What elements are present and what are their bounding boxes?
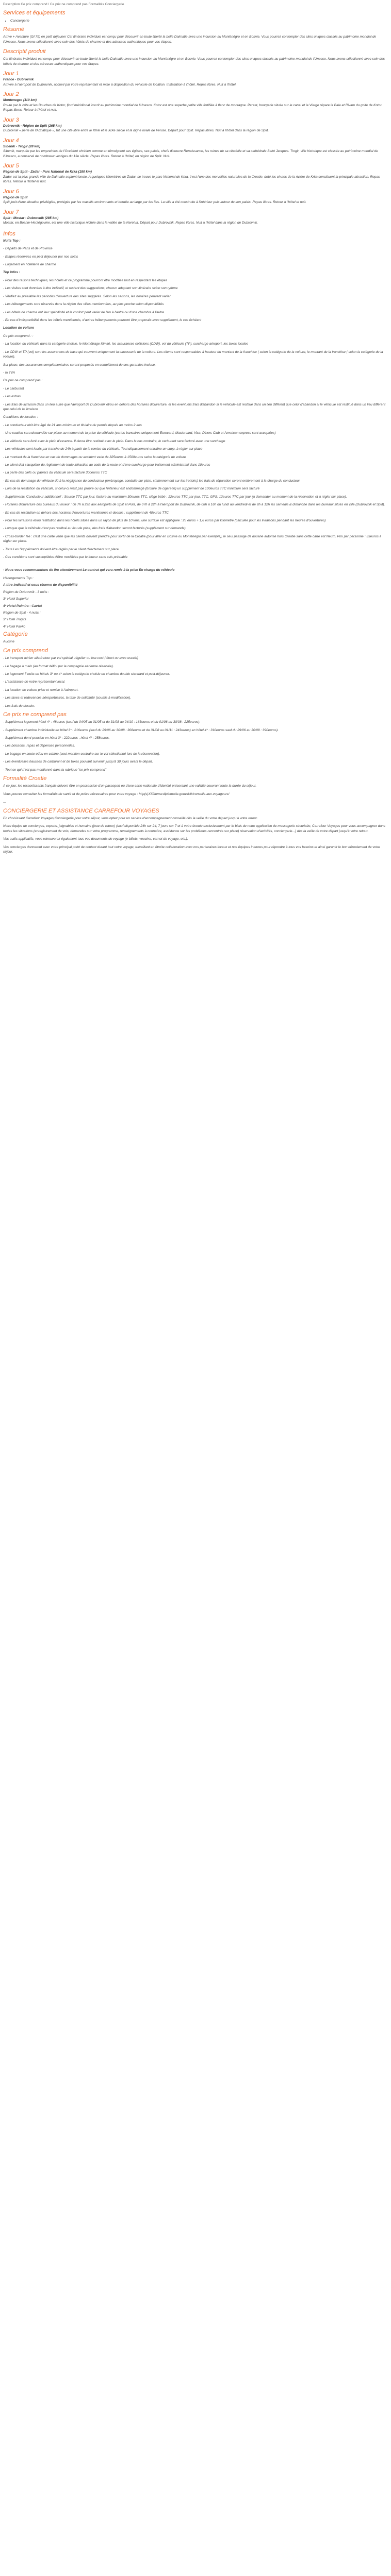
- breadcrumb[interactable]: Description Ce prix comprend / Ce prix ne comprend pas Formalités Conciergerie: [3, 3, 124, 6]
- info-line: - Tous Les Suppléments doivent être réglés par le client directement sur place.: [3, 547, 120, 551]
- exclude-line: - Supplément chambre individuelle en hôtel 3* : 216euros (sauf du 29/06 au 30/08 : 308euros et du 31/08 au 01/11 : 243euros) en hôtel 4* : 310euros sauf du 29/06 au 30/08 : 390euros).: [3, 728, 279, 732]
- formalite-line[interactable]: Vous pouvez consulter les formalités de santé et de police nécessaires pour votre voyage : http(s)XXXwww.diplomatie.gouv.fr/fr/conseils-aux-voyageurs/: [3, 792, 230, 796]
- day-title: Jour 4: [3, 137, 19, 144]
- include-line: - Le logement 7 nuits en hôtels 3* ou 4* selon la catégorie choisie en chambre double standard et petit-déjeuner.: [3, 672, 170, 676]
- day-title: Jour 6: [3, 188, 19, 195]
- categorie-title: Catégorie: [3, 631, 28, 638]
- info-line: - Suppléments 'Conducteur additionnel' : Source TTC par jour, facture au maximum 30euros TTC, siège bébé : 12euros TTC par jour, TTC, GPS: 12euros TTC par jour (à demander au moment de la réservation et à régler sur place).: [3, 495, 347, 499]
- info-line: - La perte des clefs ou papiers du véhicule sera facturé 300euros TTC: [3, 471, 107, 475]
- info-line: Ce prix ne comprend pas :: [3, 379, 43, 383]
- info-line: - Lorsque que le véhicule n'est pas restitué au lieu de prise, des frais d'abandon seront facturés (supplément sur demande): [3, 527, 186, 531]
- day-2: [3, 91, 388, 112]
- day-text: Dubrovnik « perle de l'Adriatique », fut une cité libre entre le XIVe et le XIXe siècle et la digne rivale de Venise. Départ pour Split. Repas libres. Nuit à l'hôtel dans la région de Split.: [3, 129, 269, 133]
- formalites-list: [3, 784, 388, 804]
- day-title: Jour 7: [3, 209, 19, 215]
- conciergerie-line: Vos concierges donneront avec votre principal point de contact durant tout votre voyage, travaillant en étroite collaboration avec nos partenaires locaux et nos équipes internes pour répondre à tous vos besoins et ainsi garantir le bon déroulement de votre séjour.: [3, 845, 380, 854]
- info-line: - Etapes réservées en petit déjeuner par nos soins: [3, 255, 78, 259]
- info-line: - Le véhicule sera livré avec le plein d'essence. Il devra être restitué avec le plein. Dans le cas contraire, le carburant sera facturé avec une surcharge: [3, 439, 225, 443]
- info-line: - la TVA: [3, 370, 15, 375]
- resume-title: Résumé: [3, 26, 24, 33]
- info-line: - Les visites sont données à titre indicatif, et restent des suggestions, chacun adaptant son itinéraire selon son rythme: [3, 286, 178, 291]
- services-title: Services et équipements: [3, 10, 66, 16]
- day-title: Jour 1: [3, 71, 19, 77]
- conciergerie-line: Notre équipe de concierges, experts, joignables et humains (joue de retour) (sauf disponible 24h sur 24, 7 jours sur 7 et à votre écoute exclusivement par le biais de notre application de messagerie sécurisée, Carrefour Voyages pour vous accompagner dans toutes les situations (enregistrement de vols, demandes sur votre programme, renseignements à connaître, assistance sur les problèmes rencontrés sur place) réservation d'activités, conciergerie...) dès la veille de votre départ jusqu'à votre retour.: [3, 824, 385, 833]
- day-subtitle: Région de Split: [3, 195, 28, 199]
- conciergerie-line: Vos outils applicatifs, vous retrouverez également tous vos documents de voyage (e-billets, voucher, carnet de voyage, etc.).: [3, 837, 188, 841]
- day-title: Jour 2: [3, 91, 19, 98]
- exclude-line: - Tout ce qui n'est pas mentionné dans la rubrique "ce prix comprend": [3, 768, 107, 772]
- info-line: - En cas d'indisponibilité dans les hôtels mentionnés, d'autres hébergements pourront être proposés avec supplément, le cas échéant: [3, 318, 202, 322]
- day-text: Zadar est la plus grande ville de Dalmatie septentrionale. A quelques kilomètres de Zadar, se trouve le parc National de Krka, il est l'une des merveilles naturelles de la Croatie, doté les chutes de la rivière de Krka constituent la principale attraction. Repas libres. Retour à l'hôtel et nuit.: [3, 175, 380, 184]
- day-text: Route par la côte et les Bouches de Kotor, fjord méridional inscrit au patrimoine mondial de l'Unesco. Kotor est une superbe petite ville fortifiée à flanc de montagne. Perast, bourgade située sur le canal et la Vierge répare la Baie et Rivam du golfe de Kotor. Repas libres. Retour à l'hôtel et nuit.: [3, 103, 383, 112]
- info-heading: Top infos :: [3, 270, 20, 275]
- info-line: - Les frais de livraison dans un lieu autre que l'aéroport de Dubrovnik et/ou en dehors des horaires d'ouverture, et les eventuels frais d'abandon si le véhicule est restitué dans un lieu différent que celui d'abandon si le véhicule est restitué dans un lieu différent que celui de la livraison: [3, 402, 385, 412]
- day-1: [3, 71, 388, 87]
- infos-content: [3, 246, 388, 629]
- detail-text: Cet itinéraire individuel est conçu pour découvrir en toute liberté la belle Dalmatie avec une incursion au Monténégro et en Bosnie. Vous pourrez contempler des sites uniques classés au patrimoine mondial de l'Unesco. Nous avons sélectionné avec soin des hôtels de charme et des adresses authentiques pour vos étapes.: [3, 57, 385, 66]
- info-heading: - Nous vous recommandons de lire attentivement Le contrat qui vera remis à la prise En charge du véhicule: [3, 568, 175, 572]
- include-line: - Les frais de dossier.: [3, 704, 35, 708]
- itinerary: [3, 71, 388, 225]
- includes-title: Ce prix comprend: [3, 647, 48, 654]
- info-line: Hébergements Top :: [3, 576, 34, 580]
- info-line: - Logement en hôtellerie de charme: [3, 263, 56, 267]
- resume-text: Arrive + Aventure (GI 79) en petit déjeuner Cet itinéraire individuel est conçu pour découvrir en toute liberté la belle Dalmatie avec une incursion au Monténégro et en Bosnie. Vous pourrez contempler des sites uniques classés au patrimoine mondial de l'Unesco. Nous avons sélectionné avec soin des hôtels de charme et des adresses authentiques pour vos étapes.: [3, 35, 377, 44]
- info-line: Sur place, des assurances complémentaires seront proposés en complément de ces garanties incluse.: [3, 363, 156, 367]
- info-line: - Cross-border fee : c'est une carte verte que les clients doivent prendre pour sortir de la Croatie (pour aller en Bosnie ou Monténégro par exemple), le seul passage de douane autorisé hors Croatie sans cette carte est Neum. Prix par personne : 33euros à régler sur place.: [3, 534, 382, 544]
- info-heading: 4* Hotel Palmira - Cavtat: [3, 604, 42, 608]
- info-line: 3* Hotel Superior: [3, 597, 29, 601]
- info-line: - Départs de Paris et de Province: [3, 247, 53, 251]
- day-4: [3, 138, 388, 159]
- day-subtitle: Split - Mostar - Dubrovnik (285 km): [3, 216, 59, 220]
- include-line: - L'assistance de notre représentant local.: [3, 680, 66, 684]
- info-line: - En cas de dommage du véhicule dû à la négligence du conducteur (embrayage, conduite sur piste, stationnement sur les trottoirs) les frais de réparation seront entièrement à la charge du conducteur.: [3, 479, 301, 483]
- conciergerie-title: CONCIERGERIE ET ASSISTANCE CARREFOUR VOYAGES: [3, 807, 159, 814]
- info-line: - Le carburant: [3, 386, 24, 391]
- info-heading: A titre indicatif et sous réserve de disponibilité: [3, 583, 78, 587]
- exclude-line: - Supplément logement hôtel 4* : 48euros (sauf du 04/05 au 31/05 et du 31/08 au 04/10 : 163euros et du 01/06 au 30/08 : 225euros).: [3, 720, 201, 724]
- detail-title: Descriptif produit: [3, 48, 46, 55]
- day-subtitle: Montenegro (110 km): [3, 98, 37, 103]
- info-line: 4* Hotel Pavko: [3, 624, 25, 629]
- page: [0, 0, 391, 878]
- exclude-line: - Les éventuelles hausses de carburant et de taxes pouvant survenir jusqu'à 30 jours avant le départ.: [3, 760, 153, 764]
- info-line: - Une caution sera demandée sur place au moment de la prise du véhicule (cartes bancaires uniquement Eurocard, Mastercard, Visa, Diners Club et American express sont acceptées): [3, 431, 276, 435]
- info-line: Conditions de location :: [3, 415, 38, 419]
- includes-list: [3, 656, 388, 708]
- day-text: Split jouit d'une situation privilégiée, protégée par les massifs environnants et bordée au large par les îles. La ville a été construite à l'intérieur puis autour de son palais. Repas libres. Retour à l'hôtel et nuit.: [3, 200, 306, 205]
- include-line: - Les taxes et redevances aéroportuaires, la taxe de solidarité (soumis à modification).: [3, 696, 132, 700]
- infos-title: Infos: [3, 230, 15, 237]
- include-line: - Le bagage à main (au format défini par la compagnie aérienne réservée).: [3, 664, 114, 668]
- day-subtitle: France - Dubrovnik: [3, 78, 34, 82]
- info-line: - Les extras: [3, 395, 21, 399]
- day-7: [3, 209, 388, 226]
- info-line: - Le client doit s'acquitter du règlement de toute infraction au code de la route et d'une surcharge pour traitement administratif dans 10euros: [3, 463, 210, 467]
- info-line: - Vérifiez au préalable les périodes d'ouverture des sites suggérés. Selon les saisons, les horaires peuvent varier: [3, 294, 171, 298]
- infos-subtitle: Nuits Top :: [3, 239, 21, 243]
- include-line: - Le transport aérien aller/retour par vol spécial, régulier ou low-cost (direct ou avec escale): [3, 656, 138, 660]
- exclude-line: - Les boissons, repas et dépenses personnelles.: [3, 744, 75, 748]
- day-text: Sibenik, marquée par les empreintes de l'Occident chrétien comme en témoignent ses églises, ses palais, chefs d'oeuvre Renaissance, les ruines de sa citadelle et sa cathédrale Saint Jacques. Trogir, ville historique est classée au patrimoine mondial de l'Unesco, a conservé de nombreux vestiges du 13e siècle. Repas libres. Retour à l'hôtel, en région de Split. Nuit.: [3, 149, 378, 158]
- info-line: - Le CDW et TP (vol) sont les assurances de base qui couvrent uniquement la carrosserie de la voiture. Les clients sont responsables à hauteur du montant de la franchise ( selon la catégorie de la voiture, le montant de la franchise ( selon la catégorie de la voiture).: [3, 350, 383, 359]
- info-line: - Le conducteur doit être âgé de 21 ans minimum et titulaire du permis depuis au moins 2 ans: [3, 423, 142, 427]
- day-subtitle: Dubrovnik - Région de Split (265 km): [3, 124, 62, 128]
- conciergerie-line: En choisissant Carrefour Voyages,Conciergerie pour votre séjour, vous optez pour un service d'accompagnement conseillé dès la veille du votre départ jusqu'à votre retour.: [3, 816, 258, 820]
- info-line: Région de Dubrovnik - 3 nuits :: [3, 590, 50, 594]
- day-6: [3, 189, 388, 205]
- info-line: - Les véhicules sont loués par tranche de 24h à partir de la remise du véhicule. Tout dépassement entraîne un supp. à régler sur place: [3, 447, 203, 451]
- day-title: Jour 3: [3, 116, 19, 123]
- formalites-title: Formalité Croatie: [3, 775, 47, 782]
- excludes-title: Ce prix ne comprend pas: [3, 711, 67, 718]
- services-list: [10, 19, 388, 23]
- excludes-list: [3, 720, 388, 772]
- day-subtitle: Région de Split - Zadar - Parc National de Krka (180 km): [3, 170, 92, 174]
- day-5: [3, 163, 388, 184]
- formalite-line: A ce jour, les ressortissants français doivent être en possession d'un passeport ou d'une carte nationale d'identité présentant une validité couvrant toute la durée du séjour.: [3, 784, 257, 788]
- info-line: - En cas de restitution en dehors des horaires d'ouvertures mentionnés ci-dessus : supplément de 40euros TTC: [3, 511, 169, 515]
- info-line: - Le montant de la franchise en cas de dommages ou accident varie de 825euros à 1500euros selon la catégorie de voiture: [3, 455, 186, 459]
- include-line: - La location de voiture prise et remise à l'aéroport.: [3, 688, 79, 692]
- categorie-value: Aucune: [3, 640, 15, 644]
- info-line: - La location du véhicule dans la catégorie choisie, le kilométrage illimité, les assurances collisions (CDW), vol du véhicule (TP), surcharge aéroport, les taxes locales: [3, 342, 249, 346]
- day-subtitle: Sibenik - Trogir (28 km): [3, 144, 41, 148]
- info-line: - Horaires d'ouverture des bureaux du loueur : de 7h à 22h aux aéroports de Split et Pula, de 07h à 22h à l'aéroport de Dubrovnik, de 08h à 16h du lundi au vendredi et de 8h à 12h les samedis & dimanche dans les bureaux situés en ville (Dubrovnik et Split).: [3, 503, 385, 507]
- info-line: Ce prix comprend : :: [3, 334, 34, 338]
- day-text: Arrivée à l'aéroport de Dubrovnik, accueil par votre représentant et mise à disposition du véhicule de location. Installation à l'hôtel. Repas libres. Nuit à l'hôtel.: [3, 82, 237, 87]
- info-line: - Pour les livraisons et/ou restitution dans les hôtels situés dans un rayon de plus de 10 kms, une surtaxe est appliquée : 25 euros + 1,6 euros par kilomètre (calculée pour les livraisons pendant les heures d'ouvertures): [3, 518, 326, 522]
- info-line: Région de Split - 4 nuits :: [3, 611, 41, 615]
- day-3: [3, 117, 388, 133]
- day-text: Mostar, en Bosnie-Herzégovine, est une ville historique nichée dans la vallée de la Neretva. Départ pour Dubrovnik. Repas libres. Nuit à l'hôtel dans la région de Dubrovnik.: [3, 221, 258, 225]
- day-title: Jour 5: [3, 163, 19, 170]
- formalite-line: ...: [3, 800, 6, 804]
- services-item: • Conciergerie: [10, 19, 388, 23]
- info-line: - Les hébergements sont réservés dans la région des villes mentionnées, au plus proche selon disponibilités: [3, 302, 164, 307]
- info-heading: Location de voiture: [3, 326, 34, 330]
- exclude-line: - Supplément demi-pension en hôtel 3* : 222euros , hôtel 4* : 258euros.: [3, 736, 110, 740]
- exclude-line: - Le bagage en soute et/ou en cabine (seul mention contraire sur le vol sélectionné lors de la réservation).: [3, 752, 160, 756]
- info-line: - Les hôtels de charme ont leur spécificité et le confort peut varier de l'un à l'autre ou d'une chambre à l'autre: [3, 310, 165, 314]
- info-line: - Pour des raisons techniques, les hôtels et ce programme pourront être modifiés tout en respectant les étapes: [3, 278, 168, 282]
- info-line: 3* Hotel Trogirs: [3, 618, 26, 622]
- conciergerie-list: [3, 816, 388, 855]
- info-line: - Lors de la restitution du véhicule, si celui-ci n'est pas propre ou que l'intérieur est endommagé (brûlure de cigarette) un supplément de 100euros TTC minimum sera facturé: [3, 487, 260, 491]
- info-line: - Ces conditions sont susceptibles d'être modifiées par le loueur sans avis préalable: [3, 555, 128, 560]
